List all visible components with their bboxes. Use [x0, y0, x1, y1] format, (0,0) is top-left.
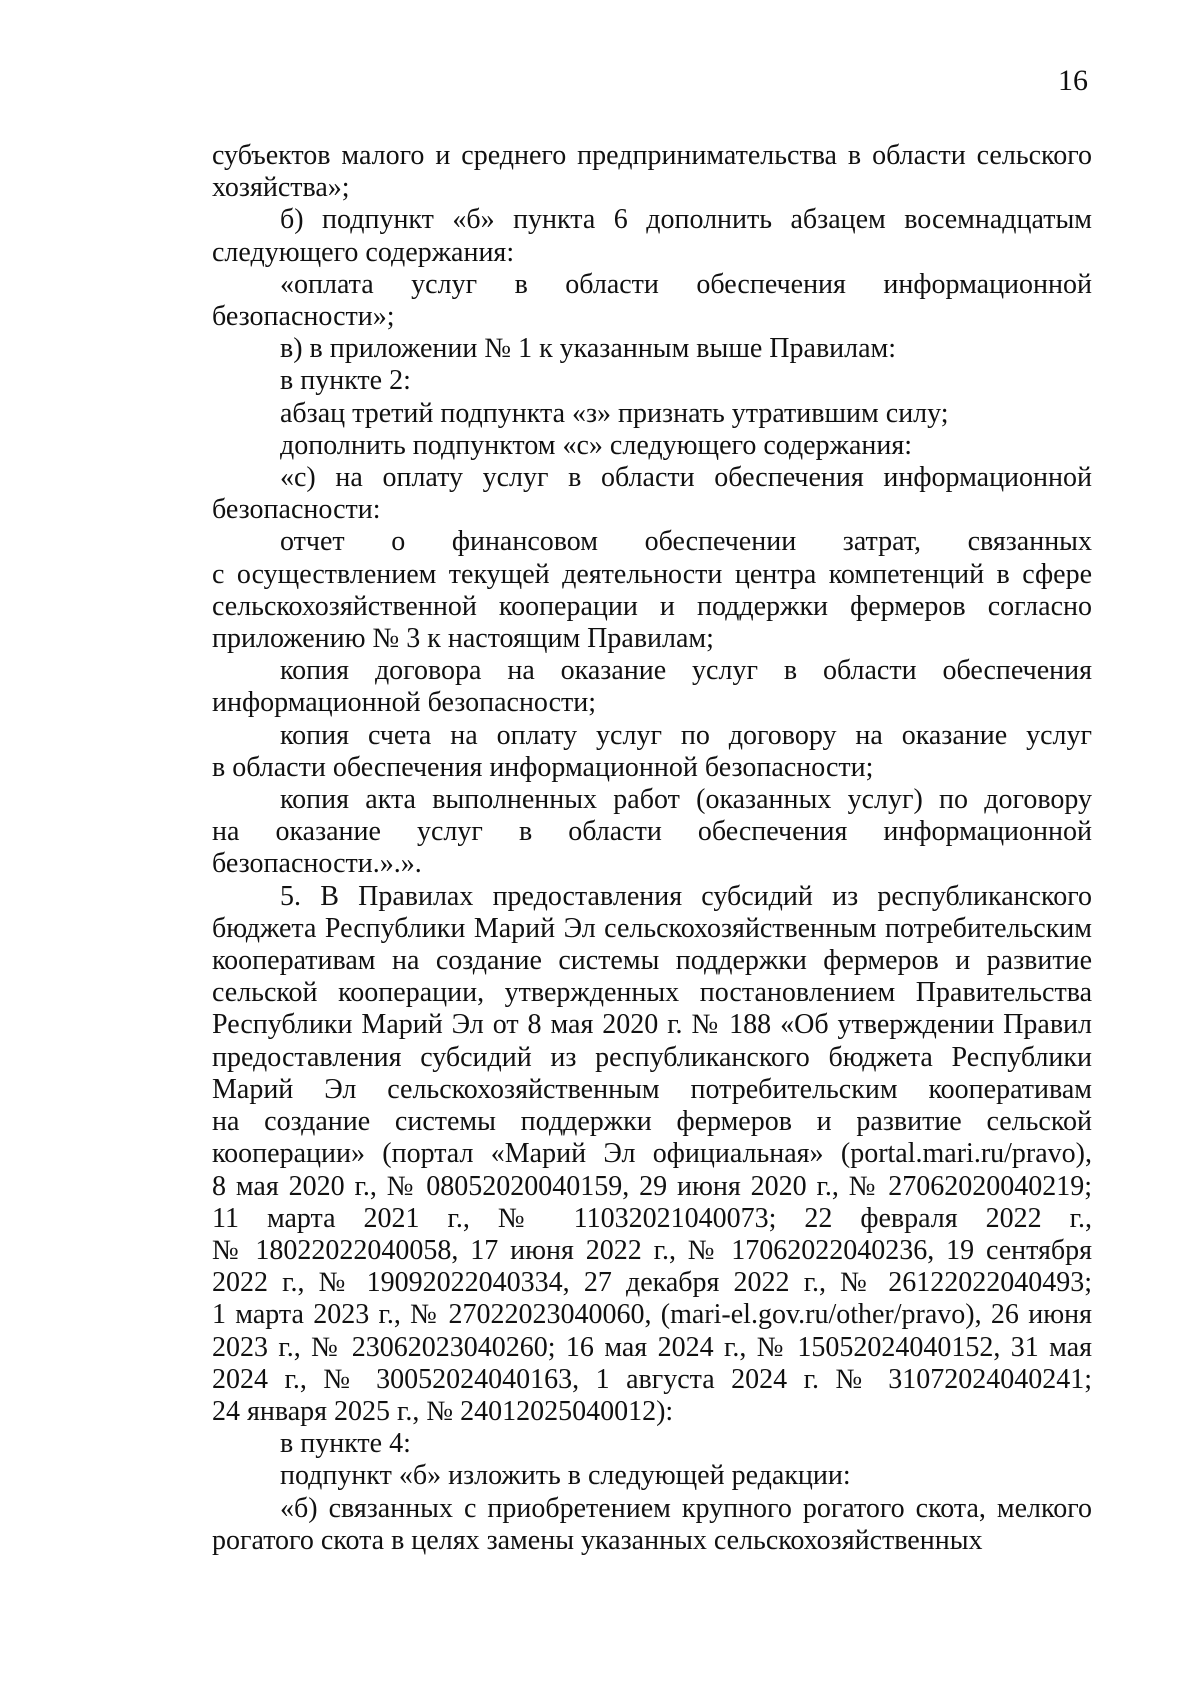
paragraph-line: дополнить подпунктом «с» следующего содержания:: [280, 429, 913, 461]
paragraph: [212, 526, 1092, 655]
paragraph-line: следующего содержания:: [212, 236, 515, 268]
paragraph-line: бюджета Республики Марий Эл сельскохозяйственным потребительским: [212, 912, 1092, 944]
paragraph-line: хозяйства»;: [212, 172, 350, 204]
paragraph-line: информационной безопасности;: [212, 687, 597, 719]
paragraph: [212, 462, 1092, 526]
paragraph: [212, 784, 1092, 881]
paragraph-line: 8 мая 2020 г., № 08052020040159, 29 июня 2020 г., № 27062020040219;: [212, 1170, 1092, 1202]
paragraph-line: в) в приложении № 1 к указанным выше Правилам:: [280, 333, 897, 365]
paragraph-line: «б) связанных с приобретением крупного рогатого скота, мелкого: [280, 1492, 1092, 1524]
paragraph-line: безопасности.».».: [212, 848, 422, 880]
paragraph-line: в области обеспечения информационной безопасности;: [212, 751, 874, 783]
paragraph: [212, 720, 1092, 784]
paragraph-line: сельскохозяйственной кооперации и поддержки фермеров согласно: [212, 590, 1092, 622]
paragraph-line: 2022 г., № 19092022040334, 27 декабря 2022 г., № 26122022040493;: [212, 1267, 1092, 1299]
paragraph-line: с осуществлением текущей деятельности центра компетенций в сфере: [212, 558, 1092, 590]
paragraph: [212, 333, 1092, 365]
paragraph-line: 11 марта 2021 г., № 11032021040073; 22 февраля 2022 г.,: [212, 1202, 1092, 1234]
document-body: [212, 140, 1092, 1557]
paragraph-line: б) подпункт «б» пункта 6 дополнить абзацем восемнадцатым: [280, 204, 1092, 236]
paragraph-line: безопасности:: [212, 494, 381, 526]
paragraph-line: Республики Марий Эл от 8 мая 2020 г. № 188 «Об утверждении Правил: [212, 1009, 1092, 1041]
paragraph-line: копия счета на оплату услуг по договору на оказание услуг: [280, 719, 1092, 751]
paragraph-line: копия акта выполненных работ (оказанных услуг) по договору: [280, 784, 1092, 816]
paragraph-line: субъектов малого и среднего предпринимательства в области сельского: [212, 140, 1092, 171]
paragraph-line: отчет о финансовом обеспечении затрат, связанных: [280, 526, 1092, 558]
paragraph: [212, 269, 1092, 333]
paragraph: [212, 1428, 1092, 1460]
paragraph: [212, 655, 1092, 719]
paragraph: [212, 365, 1092, 397]
paragraph-line: предоставления субсидий из республиканского бюджета Республики: [212, 1041, 1092, 1073]
paragraph-line: кооперативам на создание системы поддержки фермеров и развитие: [212, 945, 1092, 977]
paragraph-line: подпункт «б» изложить в следующей редакции:: [280, 1460, 851, 1492]
paragraph-line: сельской кооперации, утвержденных постановлением Правительства: [212, 977, 1092, 1009]
paragraph-line: 24 января 2025 г., № 24012025040012):: [212, 1395, 674, 1427]
paragraph-line: рогатого скота в целях замены указанных сельскохозяйственных: [212, 1524, 983, 1556]
paragraph-line: безопасности»;: [212, 301, 395, 333]
paragraph: [212, 398, 1092, 430]
page-number: 16: [1058, 64, 1088, 97]
paragraph-line: абзац третий подпункта «з» признать утратившим силу;: [280, 397, 949, 429]
paragraph-line: 2024 г., № 30052024040163, 1 августа 2024 г. № 31072024040241;: [212, 1363, 1092, 1395]
paragraph-line: Марий Эл сельскохозяйственным потребительским кооперативам: [212, 1073, 1092, 1105]
paragraph-line: копия договора на оказание услуг в области обеспечения: [280, 655, 1092, 687]
paragraph: [212, 140, 1092, 204]
paragraph-line: 2023 г., № 23062023040260; 16 мая 2024 г., № 15052024040152, 31 мая: [212, 1331, 1092, 1363]
paragraph-line: № 18022022040058, 17 июня 2022 г., № 17062022040236, 19 сентября: [212, 1234, 1092, 1266]
paragraph: [212, 881, 1092, 1428]
paragraph: [212, 1460, 1092, 1492]
paragraph-line: на оказание услуг в области обеспечения информационной: [212, 816, 1092, 848]
paragraph-line: кооперации» (портал «Марий Эл официальная» (portal.mari.ru/pravo),: [212, 1138, 1092, 1170]
paragraph-line: в пункте 2:: [280, 365, 411, 397]
paragraph-line: в пункте 4:: [280, 1428, 411, 1460]
paragraph: [212, 430, 1092, 462]
paragraph-line: «с) на оплату услуг в области обеспечения информационной: [280, 462, 1092, 494]
paragraph-line: 1 марта 2023 г., № 27022023040060, (mari-el.gov.ru/other/pravo), 26 июня: [212, 1299, 1092, 1331]
paragraph-line: «оплата услуг в области обеспечения информационной: [280, 268, 1092, 300]
paragraph-line: 5. В Правилах предоставления субсидий из республиканского: [280, 880, 1092, 912]
paragraph: [212, 204, 1092, 268]
paragraph-line: на создание системы поддержки фермеров и развитие сельской: [212, 1106, 1092, 1138]
paragraph-line: приложению № 3 к настоящим Правилам;: [212, 623, 714, 655]
paragraph: [212, 1493, 1092, 1557]
